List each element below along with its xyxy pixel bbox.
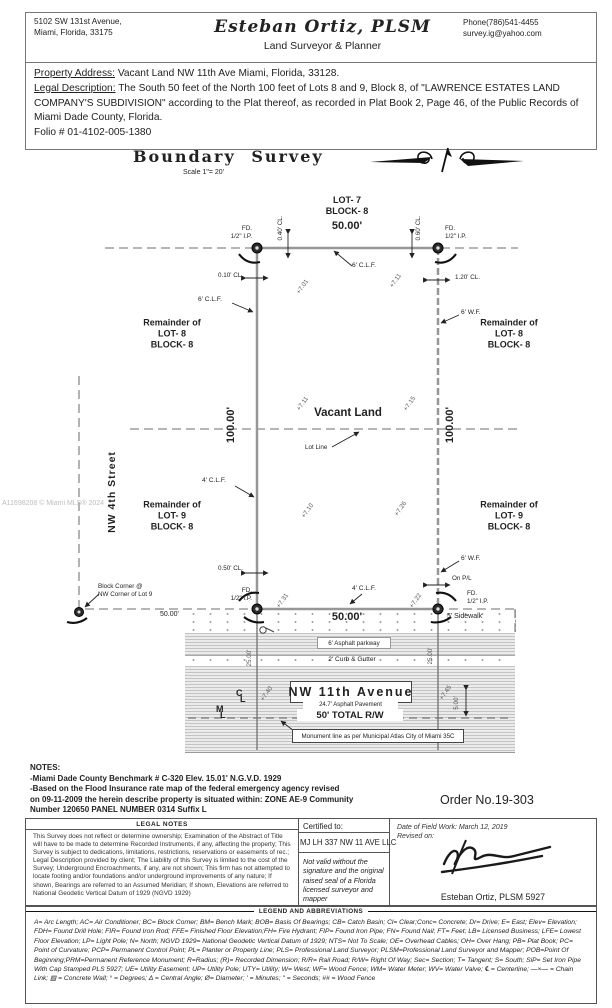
fence-clf4-bottom: 4' C.L.F. (352, 585, 376, 592)
remainder-line3: BLOCK- 8 (150, 521, 194, 532)
notes-line2: -Based on the Flood Insurance rate map of the federal emergency agency revised (30, 784, 340, 793)
elev-bot-left: +7.31 (275, 592, 291, 610)
offset-060: 0.60' CL. (415, 215, 423, 241)
fence-clf4-left: 4' C.L.F. (202, 477, 226, 484)
avenue-label: NW 11th Avenue (290, 681, 412, 703)
monumentline-m: M (216, 704, 224, 714)
elev-top-left: +7.01 (295, 278, 311, 296)
fence-clf6-left: 6' C.L.F. (198, 296, 222, 303)
remainder-line1: Remainder of (480, 317, 538, 328)
firm-address-line2: Miami, Florida, 33175 (34, 27, 113, 37)
corner-ticks (67, 254, 456, 623)
legend-rule-left (26, 911, 254, 912)
legend-text: A= Arc Length; AC= Air Conditioner; BC= Block Corner; BM= Bench Mark; BOB= Basis Of Bearings; CB= Catch Basin; Cl= Clear;Conc= Concrete; Dr= Drive; E= East; Elev= Elevation; FDH= Found Drill Hole; FIR= Found Iron Rod; FFE= Finished Floor Elevation;FH= Fire Hydrant; FIP= Found Iron Pipe; FN= Found Nail; FT= Feet; LB= Licensed Business; LFE= Lowest Floor Elevation; LP= Light Pole; N= North; NGVD 1929= National Geodetic Vertical Datum of 1929; NTS= Not To Scale; OE= Overhead Cables; OH= Over Hang; PB= Plat Book; PC= Point of Curvature; PCP= Permanent Control Point; PL= Planter or Property Line; PLS= Professional Land Surveyor; PLSM=Professional Land Surveyor and Mapper; POB=Point Of Beginning;PRM=Permanent Reference Monument; R=Radius; (R)= Recorded Dimension; R/R= Rail Road; R/W= Right Of Way; Sec= Section; T= Tangent; S= South; SiP= Set Iron Pipe With Cap Stamped PLS 5927; UE= Utility Easement; UP= Utility Pole; UTY= Utility; W= West; WF= Wood Fence; WM= Water Meter; WV= Water Valve; ℄ = Centerline; —×— = Chain Link; ▨ = Concrete Wall; ° = Degrees; Δ = Central Angle; Ø= Diameter; ' = Minutes; " = Seconds; ## = Wood Fence (34, 919, 581, 983)
offset-040: 0.40' CL. (277, 215, 285, 241)
offset-050: 0.50' CL. (217, 565, 243, 572)
legal-notes-text: This Survey does not reflect or determine ownership; Examination of the Abstract of Title will have to be made to determine Recorded Instruments, if any, affecting the property; This Survey is subject to dedications, limitations, restrictions, reservations or easements of rec.; Legal Description provided by client; The Liability of this Survey is limited to the cost of the Survey; Underground Encroachments, if any, are not shown; This firm has not attempted to locate footing and/or foundations and/or underground improvements of any nature; If shown, Bearings are referred to an Assumed Meridian; If shown, Elevations are referred to National Geodetic Vertical Datum of 1929 (NGVD 1929) (33, 833, 291, 897)
legend-header (26, 907, 596, 916)
dim-5-offset: 5.00' (453, 696, 461, 710)
surveyor-signature (438, 832, 558, 880)
found-pipe-ne (445, 225, 466, 240)
curb-gutter-label: 2' Curb & Gutter (328, 656, 376, 663)
certified-to-cell (299, 819, 397, 905)
certification-table (25, 818, 597, 906)
block-corner-line1: Block Corner @ (98, 583, 143, 590)
property-address-value: Vacant Land NW 11th Ave Miami, Florida, 33128. (114, 68, 340, 79)
remainder-lot9-right (480, 500, 538, 533)
rw-label: 50' TOTAL R/W (297, 709, 403, 721)
centerline-symbol (236, 690, 246, 703)
vacant-land-label: Vacant Land (314, 407, 382, 419)
found-pipe-sw (206, 587, 252, 602)
notes-block (30, 763, 353, 816)
certified-to-name: MJ LH 337 NW 11 AVE LLC (299, 832, 389, 853)
monument-line-note: Monument line as per Municipal Atlas City of Miami 35C (292, 729, 464, 743)
fence-wf6-right: 6' W.F. (461, 309, 481, 316)
elev-low-left: +7.10 (300, 502, 316, 520)
remainder-line2: LOT- 9 (494, 510, 524, 521)
nw-4th-street-label: NW 4th Street (106, 451, 118, 533)
water-meter-symbol (260, 627, 274, 633)
corner-monuments (75, 243, 444, 617)
dim-east: 100.00' (444, 406, 456, 444)
legend-title: LEGEND AND ABBREVIATIONS (258, 908, 364, 915)
firm-email: survey.ig@yahoo.com (463, 29, 542, 38)
dim-west: 100.00' (225, 406, 237, 444)
notes-line1: -Miami Dade County Benchmark # C-320 Elev. 15.01' N.G.V.D. 1929 (30, 773, 282, 783)
offset-120: 1.20' CL. (455, 274, 481, 281)
remainder-line1: Remainder of (143, 317, 201, 328)
notes-line3: on 09-11-2009 the herein describe property is situated within: ZONE AE-9 Community (30, 794, 354, 804)
elev-top-right: +7.11 (388, 272, 404, 290)
elev-bot-right: +7.22 (408, 592, 424, 610)
lot-line-label: Lot Line (305, 444, 328, 451)
dim-street-left: 50.00' (160, 611, 179, 618)
lot7-line1: LOT- 7 (332, 195, 361, 205)
notes-title: NOTES: (30, 763, 61, 772)
drawing-title: Boundary Survey (133, 147, 324, 166)
offset-onpl: On P/L (452, 575, 472, 582)
dim-25-right: 25.00' (427, 647, 435, 665)
order-number: Order No.19-303 (440, 793, 534, 807)
remainder-line3: BLOCK- 8 (487, 339, 531, 350)
block-corner-note (98, 583, 152, 598)
centerline-l: L (240, 694, 246, 704)
found-pipe-se (467, 590, 488, 605)
block-corner-line2: NW Corner of Lot 9 (98, 590, 153, 598)
elev-low-right: +7.26 (393, 500, 409, 518)
lot7-line2: BLOCK- 8 (325, 206, 369, 216)
leader-arrows (85, 251, 459, 734)
property-address-label: Property Address: (34, 68, 115, 79)
remainder-line2: LOT- 8 (494, 328, 524, 339)
elev-street-left: +7.40 (259, 685, 275, 703)
fd-label: FD. (467, 590, 478, 597)
firm-role: Land Surveyor & Planner (263, 40, 382, 52)
fd-label: FD. (241, 587, 252, 594)
parkway-label: 6' Asphalt parkway (317, 637, 391, 649)
revised-on: Revised on: (397, 833, 434, 840)
sidewalk-label: 5' Sidewalk (447, 613, 483, 620)
remainder-line1: Remainder of (480, 499, 538, 510)
certified-to-label: Certified to: (303, 822, 343, 831)
fence-clf6-top: 6' C.L.F. (352, 262, 376, 269)
legal-description-value: The South 50 feet of the North 100 feet of Lots 8 and 9, Block 8, of "LAWRENCE ESTATES LAND COMPANY'S SUBDIVISION" according to the Plat thereof, as recorded in Plat Book 2, Page 46, of the Public Records of Miami Dade County, Florida. (34, 82, 579, 124)
remainder-line3: BLOCK- 8 (150, 339, 194, 350)
legal-notes-title: LEGAL NOTES (26, 819, 298, 830)
drawing-scale: Scale 1"= 20' (183, 169, 224, 176)
monumentline-symbol (216, 706, 226, 719)
ip-label: 1/2" I.P. (467, 597, 489, 605)
firm-phone: Phone(786)541-4455 (463, 18, 539, 27)
fence-wf6-lower: 6' W.F. (461, 555, 481, 562)
fd-label: FD. (241, 225, 252, 232)
fieldwork-date: Date of Field Work: March 12, 2019 (397, 824, 508, 831)
legal-notes-cell (26, 819, 299, 905)
ip-label: 1/2" I.P. (230, 232, 252, 240)
firm-address-line1: 5102 SW 131st Avenue, (34, 17, 122, 26)
notes-line4: Number 120650 PANEL NUMBER 0314 Suffix L (30, 805, 207, 814)
remainder-line2: LOT- 9 (157, 510, 187, 521)
centerline-c: C (236, 688, 243, 698)
pavement-label: 24.7' Asphalt Pavement (303, 701, 398, 709)
remainder-lot8-left (143, 318, 201, 351)
mls-watermark: A11698208 © Miami MLS® 2024 (2, 500, 105, 507)
seal-disclaimer: Not valid without the signature and the original raised seal of a Florida licensed surveyor and mapper (303, 857, 384, 904)
ip-label: 1/2" I.P. (445, 232, 467, 240)
remainder-line2: LOT- 8 (157, 328, 187, 339)
dim-25-left: 25.00' (246, 649, 254, 667)
remainder-lot8-right (480, 318, 538, 351)
elev-street-right: +7.45 (438, 684, 454, 702)
folio-number: Folio # 01-4102-005-1380 (34, 127, 152, 139)
surveyor-cell (390, 819, 596, 905)
remainder-line3: BLOCK- 8 (487, 521, 531, 532)
fd-label: FD. (445, 225, 456, 232)
remainder-line1: Remainder of (143, 499, 201, 510)
monumentline-l: L (220, 710, 226, 720)
firm-name: Esteban Ortiz, PLSM (214, 17, 431, 37)
legend-box (25, 906, 597, 1004)
offset-010: 0.10' CL. (217, 272, 243, 279)
dim-north: 50.00' (331, 220, 363, 232)
lot7-label (326, 195, 369, 217)
elev-mid-right: +7.15 (402, 395, 418, 413)
ip-label: 1/2" I.P. (230, 594, 252, 602)
remainder-lot9-left (143, 500, 201, 533)
surveyor-name: Esteban Ortiz, PLSM 5927 (440, 892, 546, 902)
dim-south: 50.00' (331, 611, 363, 623)
legal-description-label: Legal Description: (34, 82, 116, 94)
elev-mid-left: +7.11 (295, 395, 311, 413)
found-pipe-nw (206, 225, 252, 240)
legend-rule-right (368, 911, 596, 912)
